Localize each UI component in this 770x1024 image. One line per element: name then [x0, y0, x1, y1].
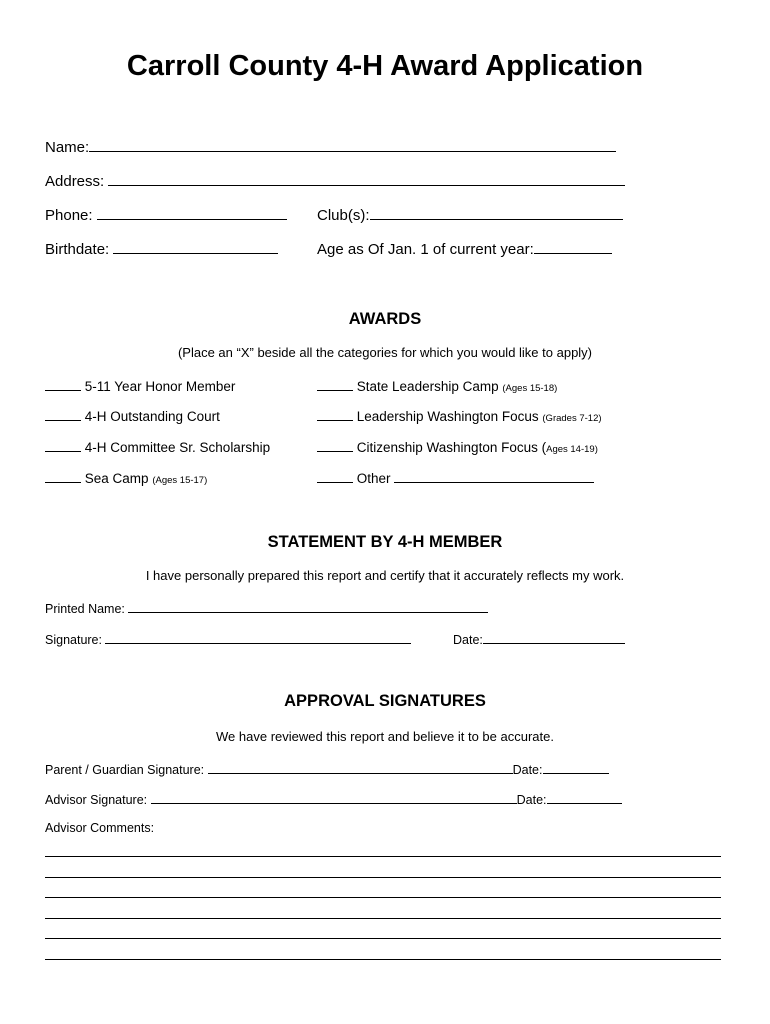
award-checkbox[interactable]: [317, 438, 353, 452]
award-checkbox[interactable]: [45, 377, 81, 391]
page-title: Carroll County 4-H Award Application: [126, 50, 644, 82]
address-field[interactable]: [108, 172, 625, 186]
parent-date-field[interactable]: [543, 760, 609, 774]
other-award-field[interactable]: [394, 469, 594, 483]
award-ages: (Ages 15-18): [502, 383, 558, 394]
comment-line[interactable]: [45, 959, 721, 960]
name-row: [45, 138, 616, 156]
award-checkbox[interactable]: [45, 469, 81, 483]
address-label: Address:: [45, 173, 105, 190]
parent-signature-field[interactable]: [208, 760, 513, 774]
award-checkbox[interactable]: [317, 469, 353, 483]
advisor-comments-label: Advisor Comments:: [45, 821, 155, 835]
age-field[interactable]: [534, 240, 612, 254]
award-item: [45, 407, 220, 424]
advisor-signature-field[interactable]: [151, 790, 517, 804]
award-item: [317, 469, 594, 486]
statement-text: I have personally prepared this report and certify that it accurately reflects my work.: [145, 568, 625, 583]
approval-heading: APPROVAL SIGNATURES: [284, 692, 486, 710]
name-label: Name:: [45, 139, 90, 156]
award-ages: Ages 14-19): [546, 444, 598, 455]
comment-line[interactable]: [45, 938, 721, 939]
clubs-label: Club(s):: [317, 207, 370, 224]
clubs-field[interactable]: [370, 206, 623, 220]
award-ages: (Ages 15-17): [152, 475, 208, 486]
awards-instructions: (Place an “X” beside all the categories for which you would like to apply): [177, 345, 593, 360]
award-item: [45, 469, 207, 486]
award-item: [317, 407, 602, 424]
birthdate-label: Birthdate:: [45, 241, 110, 258]
phone-label: Phone:: [45, 207, 93, 224]
award-ages: (Grades 7-12): [542, 413, 602, 424]
member-signature-row: [45, 630, 411, 647]
age-row: [317, 240, 612, 258]
comment-line[interactable]: [45, 918, 721, 919]
age-label: Age as Of Jan. 1 of current year:: [317, 241, 534, 258]
approval-text: We have reviewed this report and believe it to be accurate.: [216, 729, 554, 744]
printed-name-field[interactable]: [128, 599, 488, 613]
award-label: 5-11 Year Honor Member: [84, 379, 236, 394]
member-signature-field[interactable]: [105, 630, 411, 644]
award-label: Leadership Washington Focus: [356, 409, 539, 424]
clubs-row: [317, 206, 623, 224]
name-field[interactable]: [89, 138, 616, 152]
comment-line[interactable]: [45, 877, 721, 878]
award-item: [45, 377, 235, 394]
award-checkbox[interactable]: [45, 407, 81, 421]
printed-name-label: Printed Name:: [45, 602, 125, 616]
award-item: [45, 438, 270, 455]
parent-signature-label: Parent / Guardian Signature:: [45, 763, 205, 777]
award-checkbox[interactable]: [45, 438, 81, 452]
award-checkbox[interactable]: [317, 377, 353, 391]
awards-heading: AWARDS: [348, 310, 422, 328]
member-date-field[interactable]: [483, 630, 625, 644]
comment-line[interactable]: [45, 856, 721, 857]
advisor-signature-label: Advisor Signature:: [45, 793, 148, 807]
award-label: Other: [356, 471, 391, 486]
comment-line[interactable]: [45, 897, 721, 898]
member-date-row: [453, 630, 625, 647]
birthdate-field[interactable]: [113, 240, 278, 254]
address-row: [45, 172, 625, 190]
birthdate-row: [45, 240, 278, 258]
statement-heading: STATEMENT BY 4-H MEMBER: [267, 533, 503, 551]
parent-signature-row: [45, 760, 609, 777]
parent-date-label: Date:: [512, 763, 543, 777]
award-label: Citizenship Washington Focus (: [356, 440, 547, 455]
member-date-label: Date:: [453, 633, 483, 647]
member-signature-label: Signature:: [45, 633, 102, 647]
award-label: 4-H Committee Sr. Scholarship: [84, 440, 271, 455]
advisor-date-field[interactable]: [547, 790, 622, 804]
printed-name-row: [45, 599, 488, 616]
advisor-date-label: Date:: [516, 793, 547, 807]
award-checkbox[interactable]: [317, 407, 353, 421]
award-label: 4-H Outstanding Court: [84, 409, 220, 424]
phone-row: [45, 206, 287, 224]
award-label: State Leadership Camp: [356, 379, 499, 394]
award-label: Sea Camp: [84, 471, 149, 486]
award-item: [317, 438, 598, 455]
award-item: [317, 377, 557, 394]
phone-field[interactable]: [97, 206, 287, 220]
advisor-signature-row: [45, 790, 622, 807]
